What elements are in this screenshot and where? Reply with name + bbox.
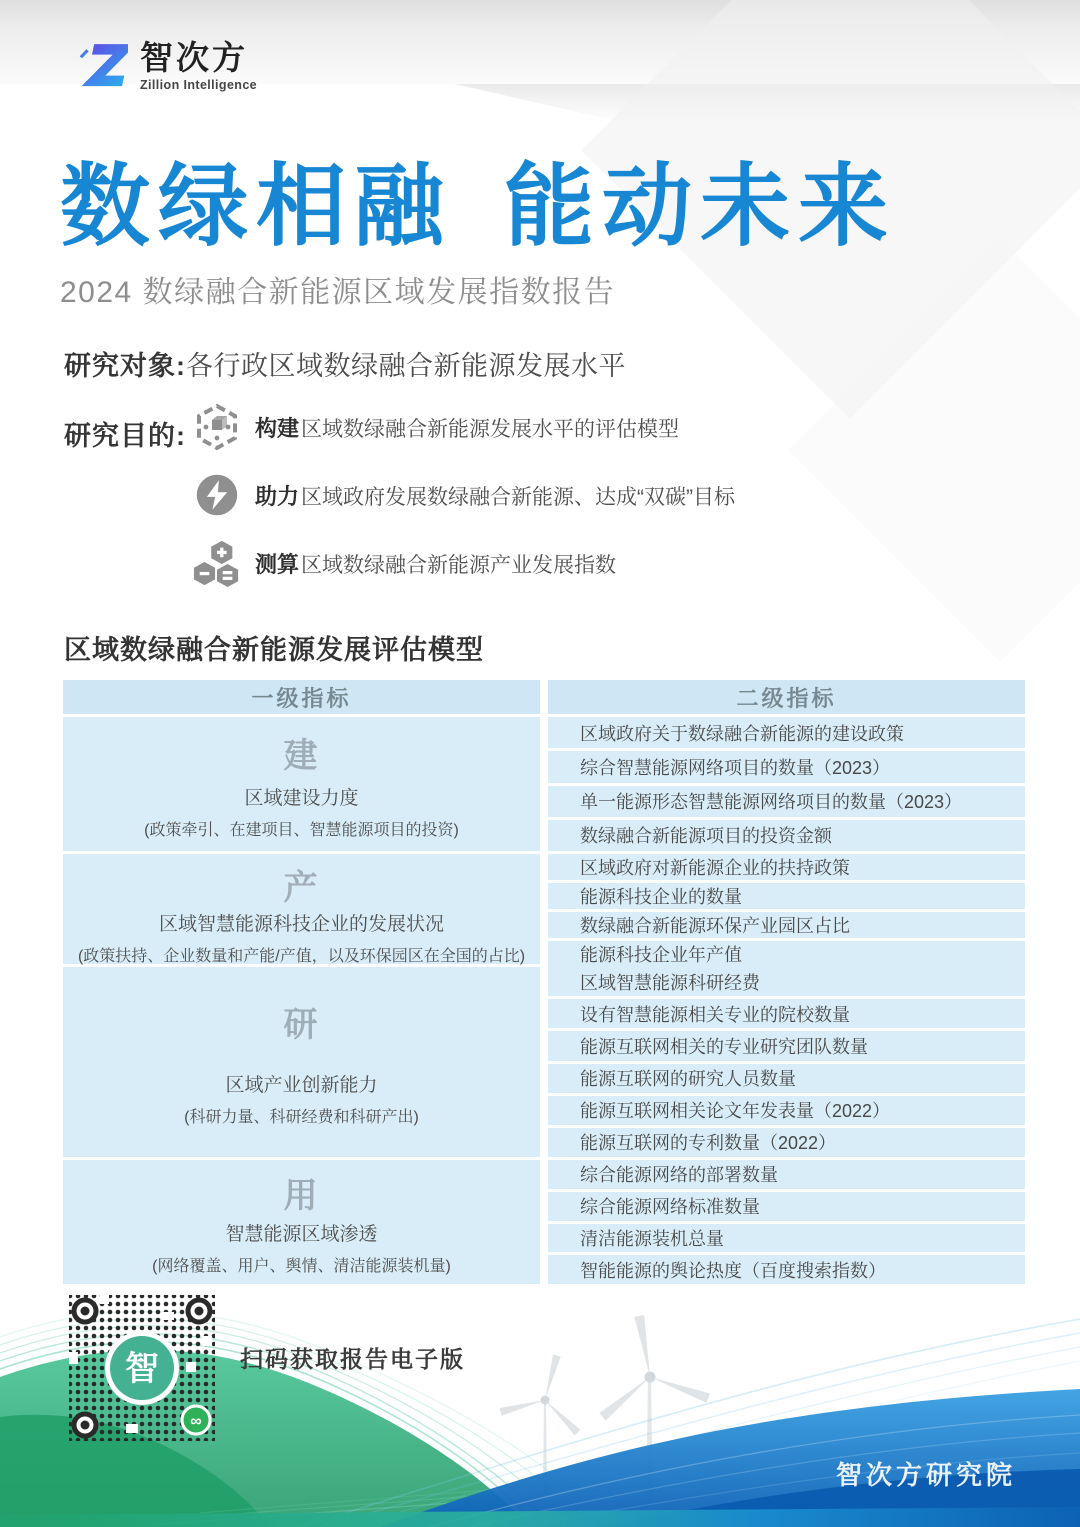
- research-purpose-items: [192, 402, 735, 606]
- level2-cells: [548, 967, 1025, 1157]
- group-description: (政策牵引、在建项目、智慧能源项目的投资): [144, 821, 459, 839]
- table-header-row: [63, 680, 1025, 714]
- research-purpose-label: 研究目的:: [64, 421, 186, 451]
- logo: [70, 38, 257, 94]
- purpose-text: 区域政府发展数绿融合新能源、达成“双碳”目标: [301, 485, 736, 509]
- group-character: 产: [283, 869, 320, 907]
- indicator-row: 综合能源网络标准数量: [548, 1192, 1025, 1221]
- level1-cell: [63, 717, 540, 851]
- indicator-row: 综合智慧能源网络项目的数量（2023）: [548, 751, 1025, 782]
- table-group-research: [63, 967, 1025, 1157]
- research-object-line: [64, 344, 626, 383]
- purpose-keyword: 构建: [255, 415, 300, 441]
- level1-cell: [63, 967, 540, 1157]
- table-group-construction: [63, 717, 1025, 851]
- purpose-text: 区域数绿融合新能源产业发展指数: [301, 553, 617, 577]
- indicator-row: 能源互联网的专利数量（2022）: [548, 1128, 1025, 1157]
- qr-code: [66, 1292, 218, 1444]
- level2-cells: [548, 717, 1025, 851]
- cube-hexagon-icon: [192, 402, 242, 452]
- group-name: 区域产业创新能力: [225, 1075, 378, 1096]
- indicator-row: 数绿融合新能源项目的投资金额: [548, 820, 1025, 851]
- indicator-row: 区域智慧能源科研经费: [548, 967, 1025, 996]
- indicator-row: 数绿融合新能源环保产业园区占比: [548, 912, 1025, 938]
- purpose-keyword: 助力: [255, 483, 300, 509]
- purpose-item-build: [192, 402, 735, 452]
- title-left: 数绿相融: [60, 157, 452, 257]
- qr-caption: 扫码获取报告电子版: [240, 1346, 465, 1372]
- purpose-item-assist: [192, 470, 735, 520]
- group-character: 建: [283, 737, 320, 776]
- lightning-icon: [192, 470, 242, 520]
- indicator-row: 区域政府对新能源企业的扶持政策: [548, 854, 1025, 880]
- title-right: 能动未来: [504, 157, 896, 257]
- publisher-text: 智次方研究院: [836, 1460, 1017, 1490]
- group-character: 用: [283, 1177, 320, 1215]
- indicator-row: 综合能源网络的部署数量: [548, 1160, 1025, 1189]
- indicator-row: 智能能源的舆论热度（百度搜索指数）: [548, 1255, 1025, 1284]
- page-title: [60, 158, 896, 257]
- qr-center-character: 智: [125, 1350, 159, 1388]
- indicator-row: 能源科技企业的数量: [548, 883, 1025, 909]
- level1-cell: [63, 854, 540, 964]
- indicator-row: 能源互联网相关的专业研究团队数量: [548, 1031, 1025, 1060]
- group-description: (科研力量、科研经费和科研产出): [184, 1109, 419, 1126]
- group-name: 区域建设力度: [244, 787, 359, 809]
- indicator-row: 能源互联网的研究人员数量: [548, 1064, 1025, 1093]
- hero: [60, 158, 896, 311]
- group-description: (网络覆盖、用户、舆情、清洁能源装机量): [152, 1258, 451, 1275]
- group-description: (政策扶持、企业数量和产能/产值，以及环保园区在全国的占比): [77, 948, 526, 965]
- logo-subtitle: Zillion Intelligence: [140, 77, 258, 92]
- indicator-row: 能源互联网相关论文年发表量（2022）: [548, 1096, 1025, 1125]
- group-name: 区域智慧能源科技企业的发展状况: [158, 914, 444, 935]
- table-group-usage: [63, 1160, 1025, 1284]
- indicator-row: 能源科技企业年产值: [548, 941, 1025, 967]
- indicator-row: 清洁能源装机总量: [548, 1224, 1025, 1253]
- page-subtitle: 2024 数绿融合新能源区域发展指数报告: [60, 276, 616, 309]
- level1-cell: [63, 1160, 540, 1284]
- column-header-level2: 二级指标: [548, 680, 1025, 714]
- indicator-row: 区域政府关于数绿融合新能源的建设政策: [548, 717, 1025, 748]
- level2-cells: [548, 1160, 1025, 1284]
- level2-cells: [548, 854, 1025, 964]
- logo-name: 智次方: [140, 39, 248, 77]
- column-header-level1: 一级指标: [63, 680, 540, 714]
- hexagon-cluster-icon: [192, 538, 242, 588]
- zillion-z-icon: [70, 38, 128, 94]
- purpose-text: 区域数绿融合新能源发展水平的评估模型: [301, 417, 680, 441]
- research-object-label: 研究对象:: [64, 351, 186, 381]
- purpose-item-measure: [192, 538, 735, 588]
- model-section-title: 区域数绿融合新能源发展评估模型: [64, 635, 484, 665]
- table-group-industry: [63, 854, 1025, 964]
- indicator-row: 单一能源形态智慧能源网络项目的数量（2023）: [548, 786, 1025, 817]
- svg-text:∞: ∞: [190, 1413, 202, 1430]
- indicator-row: 设有智慧能源相关专业的院校数量: [548, 999, 1025, 1028]
- evaluation-model-table: [63, 680, 1025, 1287]
- group-name: 智慧能源区域渗透: [225, 1224, 378, 1245]
- purpose-keyword: 测算: [255, 551, 300, 577]
- research-object-text: 各行政区域数绿融合新能源发展水平: [186, 351, 626, 381]
- group-character: 研: [283, 1006, 320, 1044]
